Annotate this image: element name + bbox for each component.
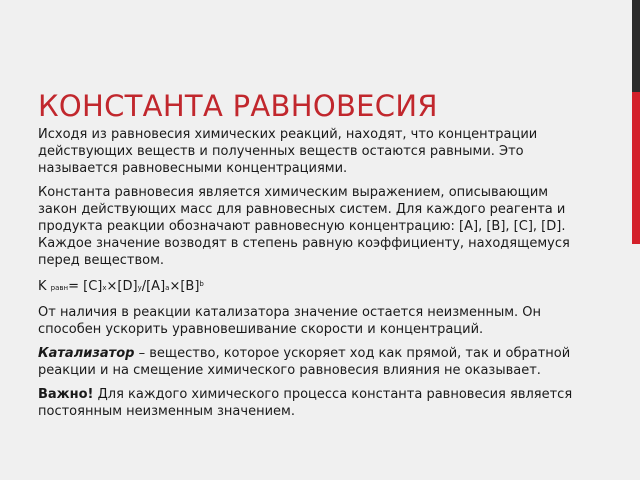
important-text: Для каждого химического процесса константа равновесия является постоянным неизменным значением. [38, 387, 573, 419]
paragraph-important [38, 386, 588, 420]
formula-mult-d: ×[D] [106, 279, 138, 294]
catalyst-term: Катализатор [38, 346, 135, 361]
formula-eq: = [C] [68, 279, 103, 294]
formula-exp-b: b [199, 280, 204, 288]
important-label: Важно! [38, 387, 94, 402]
formula-exp-a: a [165, 284, 170, 292]
catalyst-definition-text: – вещество, которое ускоряет ход как прямой, так и обратной реакции и на смещение химического равновесия влияния не оказывает. [38, 346, 571, 378]
paragraph-catalyst-definition [38, 345, 588, 379]
accent-stripe [632, 0, 640, 480]
formula-k-subscript: равн [50, 284, 69, 292]
formula-div-a: /[A] [141, 279, 166, 294]
formula-k: K [38, 279, 51, 294]
slide-content [38, 126, 588, 427]
formula-exp-x: x [102, 284, 107, 292]
formula-mult-b: ×[B] [169, 279, 200, 294]
paragraph-equilibrium-constant: Константа равновесия является химическим выражением, описывающим закон действующих масс для равновесных систем. Для каждого реагента и продукта реакции обозначают равновесную концентрацию: [A], [B], [C], [D]. Каждое значение возводят в степень равную коэффициенту, находящемуся перед веществом. [38, 185, 570, 268]
formula-exp-y: y [137, 284, 142, 292]
paragraph-catalyst-effect: От наличия в реакции катализатора значение остается неизменным. Он способен ускорить уравновешивание скорости и концентраций. [38, 305, 542, 337]
slide-title: КОНСТАНТА РАВНОВЕСИЯ [38, 89, 438, 124]
paragraph-equilibrium-concentrations: Исходя из равновесия химических реакций, находят, что концентрации действующих веществ и полученных веществ остаются равными. Это называется равновесными концентрациями. [38, 127, 538, 176]
equilibrium-formula [38, 276, 588, 297]
